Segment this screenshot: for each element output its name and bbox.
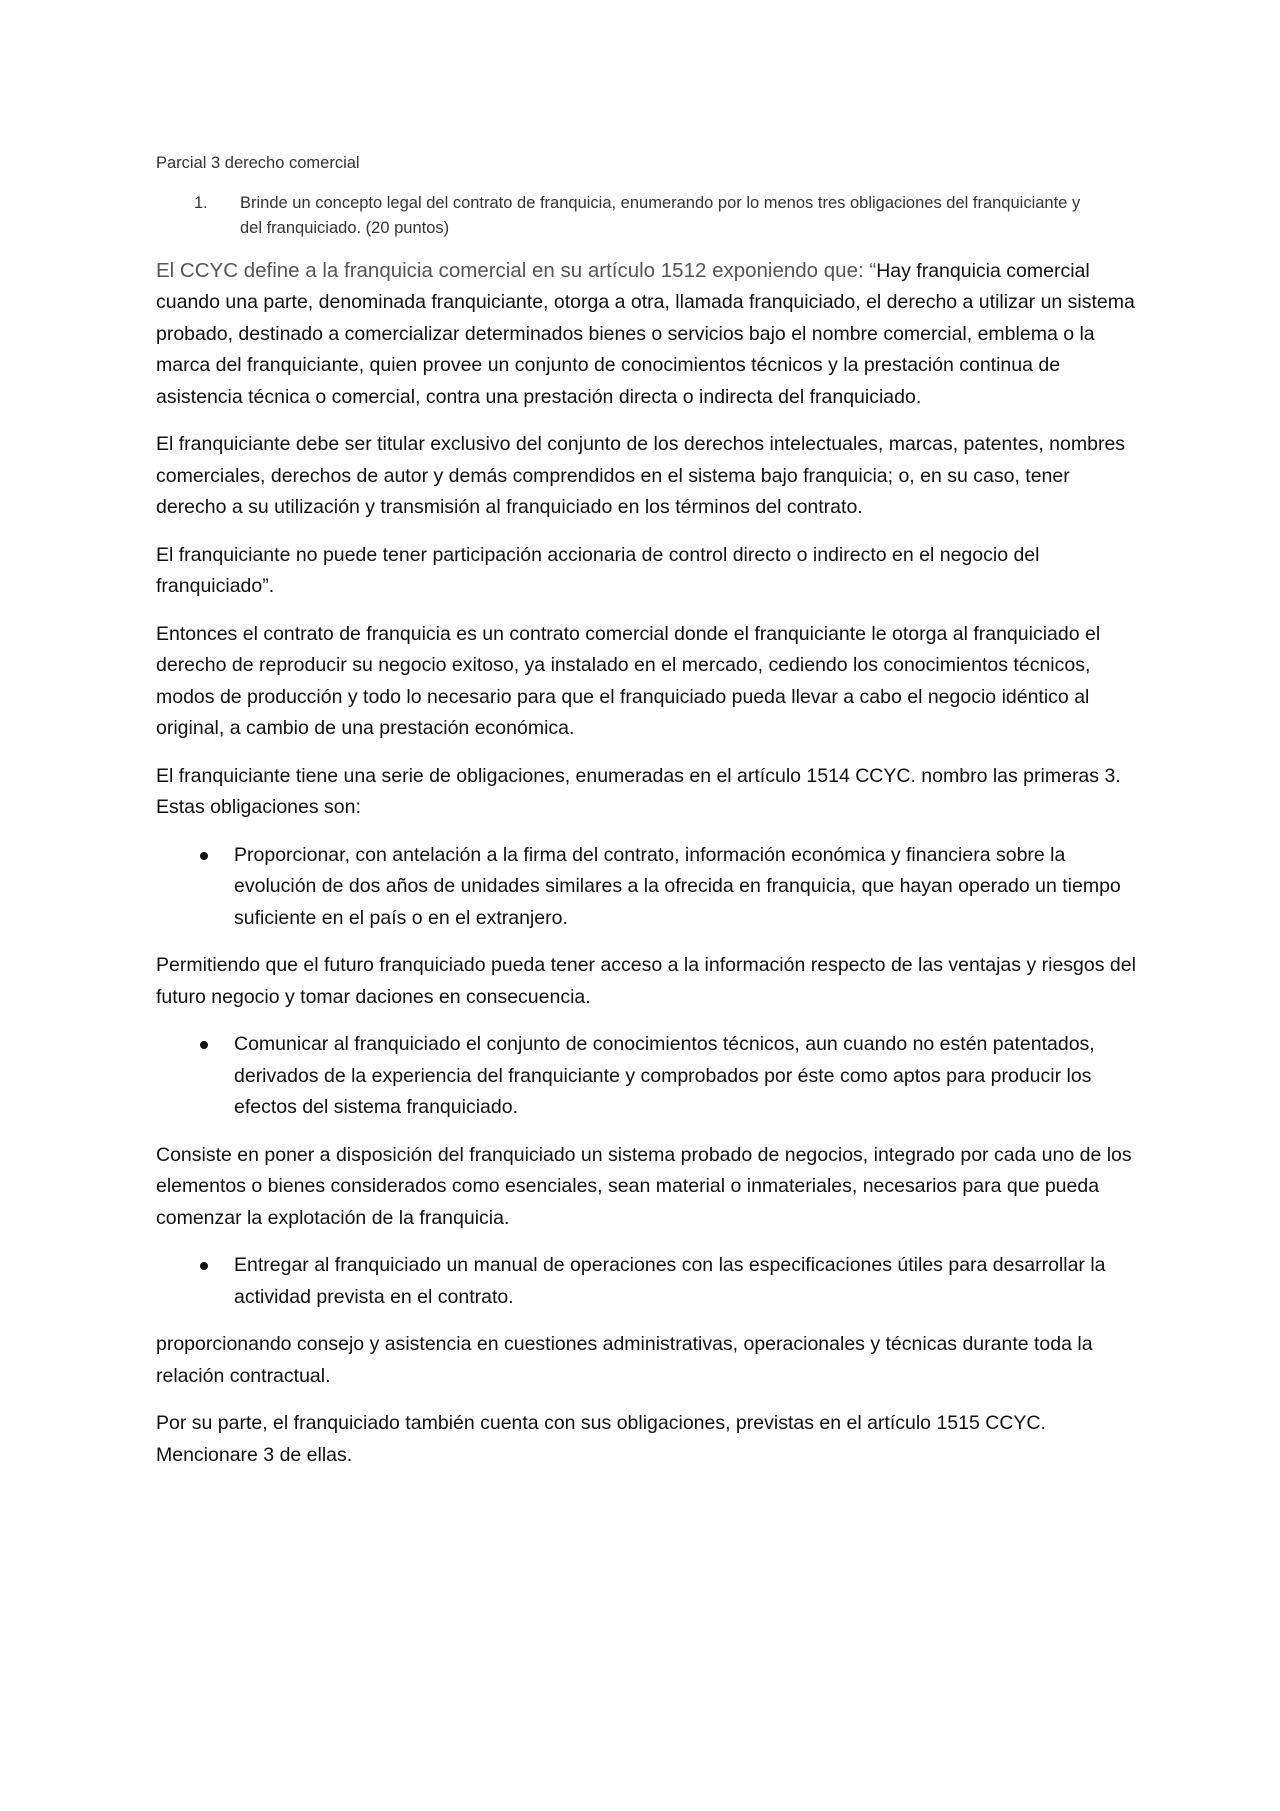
bullet-item [156,1250,1136,1313]
document-page [156,152,1136,1487]
paragraph-definition [156,255,1136,414]
paragraph-franchisor-obligations: El franquiciante tiene una serie de obligaciones, enumeradas en el artículo 1514 CCYC. nombro las primeras 3. Estas obligaciones son: [156,764,1121,819]
bullet-icon [156,840,234,935]
question-item [156,191,1136,241]
bullet-text: Entregar al franquiciado un manual de operaciones con las especificaciones útiles para desarrollar la actividad prevista en el contrato. [234,1254,1106,1308]
bullet-text: Proporcionar, con antelación a la firma del contrato, información económica y financiera sobre la evolución de dos años de unidades similares a la ofrecida en franquicia, que hayan operado un tiempo suficiente en el país o en el extranjero. [234,843,1121,929]
paragraph-participation: El franquiciante no puede tener participación accionaria de control directo o indirecto en el negocio del franquiciado”. [156,543,1040,598]
question-text: Brinde un concepto legal del contrato de franquicia, enumerando por lo menos tres obligaciones del franquiciante y del franquiciado. (20 puntos) [240,194,1081,237]
document-header: Parcial 3 derecho comercial [156,154,360,172]
paragraph-franchisee-obligations: Por su parte, el franquiciado también cuenta con sus obligaciones, previstas en el artículo 1515 CCYC. Mencionare 3 de ellas. [156,1412,1046,1466]
bullet-item [156,840,1136,935]
bullet-icon [156,1250,234,1313]
paragraph-definition-lead: El CCYC define a la franquicia comercial en su artículo 1512 exponiendo que: “ [156,258,877,282]
paragraph-explanation-3: proporcionando consejo y asistencia en cuestiones administrativas, operacionales y técnicas durante toda la relación contractual. [156,1333,1093,1387]
bullet-text: Comunicar al franquiciado el conjunto de conocimientos técnicos, aun cuando no estén patentados, derivados de la experiencia del franquiciante y comprobados por éste como aptos para producir los efectos del sistema franquiciado. [234,1033,1095,1119]
bullet-icon [156,1029,234,1124]
paragraph-summary: Entonces el contrato de franquicia es un contrato comercial donde el franquiciante le otorga al franquiciado el derecho de reproducir su negocio exitoso, ya instalado en el mercado, cediendo los conocimientos técnicos, modos de producción y todo lo necesario para que el franquiciado pueda llevar a cabo el negocio idéntico al original, a cambio de una prestación económica. [156,622,1101,740]
question-number: 1. [194,194,208,213]
paragraph-explanation-2: Consiste en poner a disposición del franquiciado un sistema probado de negocios, integrado por cada uno de los elementos o bienes considerados como esenciales, sean material o inmateriales, necesarios para que pueda comenzar la explotación de la franquicia. [156,1143,1132,1229]
paragraph-explanation-1: Permitiendo que el futuro franquiciado pueda tener acceso a la información respecto de las ventajas y riesgos del futuro negocio y tomar daciones en consecuencia. [156,954,1136,1008]
bullet-item [156,1029,1136,1124]
paragraph-rights: El franquiciante debe ser titular exclusivo del conjunto de los derechos intelectuales, marcas, patentes, nombres comerciales, derechos de autor y demás comprendidos en el sistema bajo franquicia; o, en su caso, tener derecho a su utilización y transmisión al franquiciado en los términos del contrato. [156,433,1126,519]
paragraph-definition-quote: Hay franquicia comercial cuando una parte, denominada franquiciante, otorga a otra, llamada franquiciado, el derecho a utilizar un sistema probado, destinado a comercializar determinados bienes o servicios bajo el nombre comercial, emblema o la marca del franquiciante, quien provee un conjunto de conocimientos técnicos y la prestación continua de asistencia técnica o comercial, contra una prestación directa o indirecta del franquiciado. [156,259,1135,408]
